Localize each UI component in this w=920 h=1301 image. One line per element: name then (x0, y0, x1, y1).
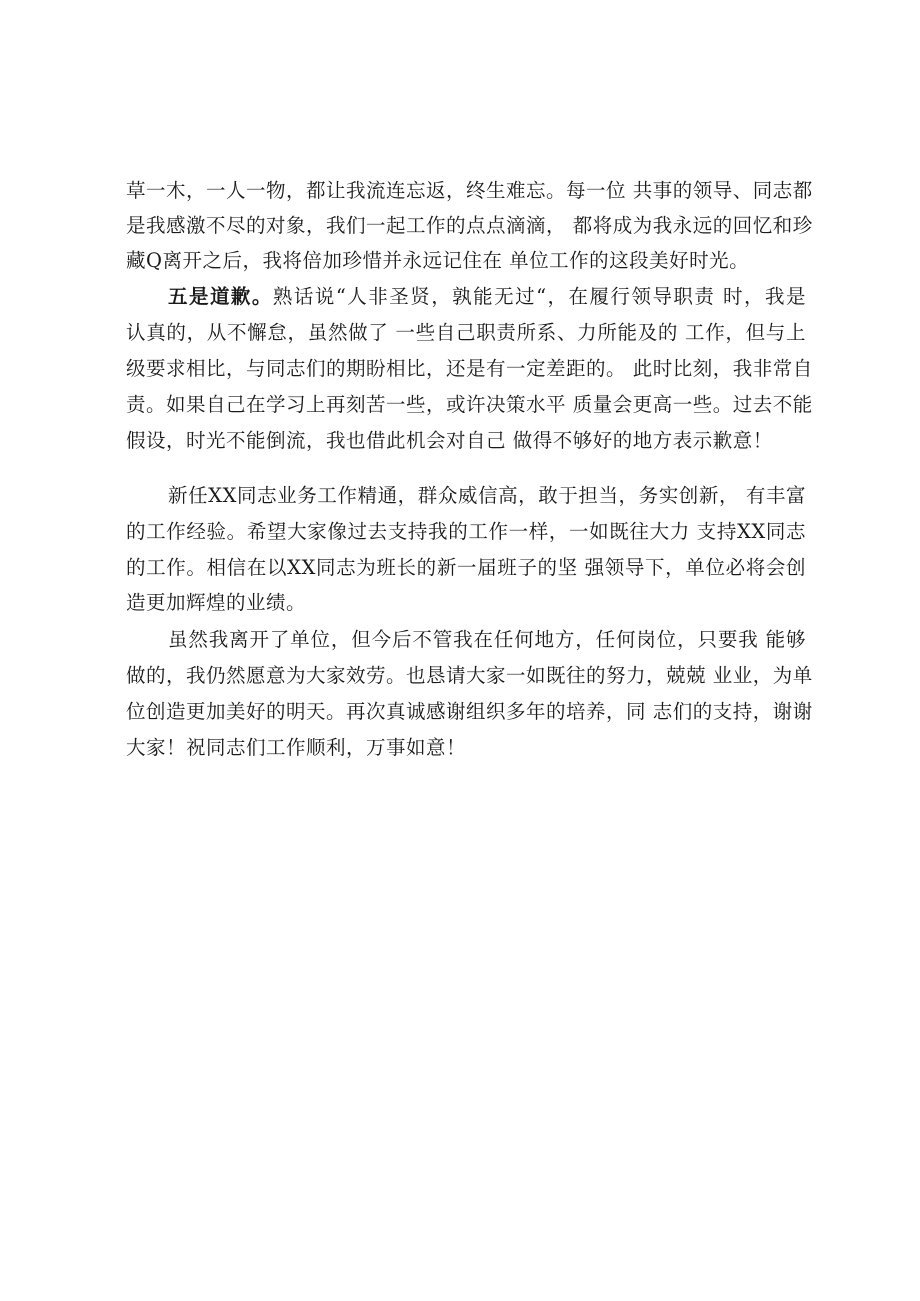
paragraph-4-line-1: 虽然我离开了单位，但今后不管我在任何地方，任何岗位，只要我 能够 (168, 628, 806, 651)
paragraph-4-line-4: 大家！祝同志们工作顺利，万事如意！ (126, 736, 467, 759)
paragraph-3-line-4: 造更加辉煌的业绩。 (126, 591, 307, 614)
paragraph-1-line-3: 藏Q离开之后，我将倍加珍惜并永远记住在 单位工作的这段美好时光。 (126, 249, 750, 272)
paragraph-1-line-1: 草一木，一人一物，都让我流连忘返，终生难忘。每一位 共事的领导、同志都 (126, 179, 813, 202)
paragraph-2-line-2: 认真的，从不懈怠，虽然做了 一些自己职责所系、力所能及的 工作，但与上 (126, 321, 806, 344)
paragraph-3-line-3: 的工作。相信在以XX同志为班长的新一届班子的坚 强领导下，单位必将会创 (126, 556, 806, 579)
paragraph-1-line-2: 是我感激不尽的对象，我们一起工作的点点滴滴， 都将成为我永远的回忆和珍 (126, 214, 813, 237)
section-heading: 五是道歉。 (168, 285, 273, 308)
paragraph-4-line-3: 位创造更加美好的明天。再次真诚感谢组织多年的培养，同 志们的支持，谢谢 (126, 700, 813, 723)
paragraph-2-line-4: 责。如果自己在学习上再刻苦一些，或许决策水平 质量会更高一些。过去不能 (126, 393, 813, 416)
paragraph-2-line-3: 级要求相比，与同志们的期盼相比，还是有一定差距的。 此时比刻，我非常自 (126, 357, 813, 380)
paragraph-3-line-1: 新任XX同志业务工作精通，群众威信高，敢于担当，务实创新， 有丰富 (168, 484, 806, 507)
paragraph-3-line-2: 的工作经验。希望大家像过去支持我的工作一样，一如既往大力 支持XX同志 (126, 520, 806, 543)
paragraph-2-line-1-text: 熟话说“人非圣贤，孰能无过“，在履行领导职责 时，我是 (272, 285, 806, 308)
paragraph-4-line-2: 做的，我仍然愿意为大家效劳。也恳请大家一如既往的努力，兢兢 业业，为单 (126, 664, 813, 687)
paragraph-2-line-5: 假设，时光不能倒流，我也借此机会对自己 做得不够好的地方表示歉意！ (126, 429, 773, 452)
paragraph-2-line-1 (168, 284, 806, 310)
